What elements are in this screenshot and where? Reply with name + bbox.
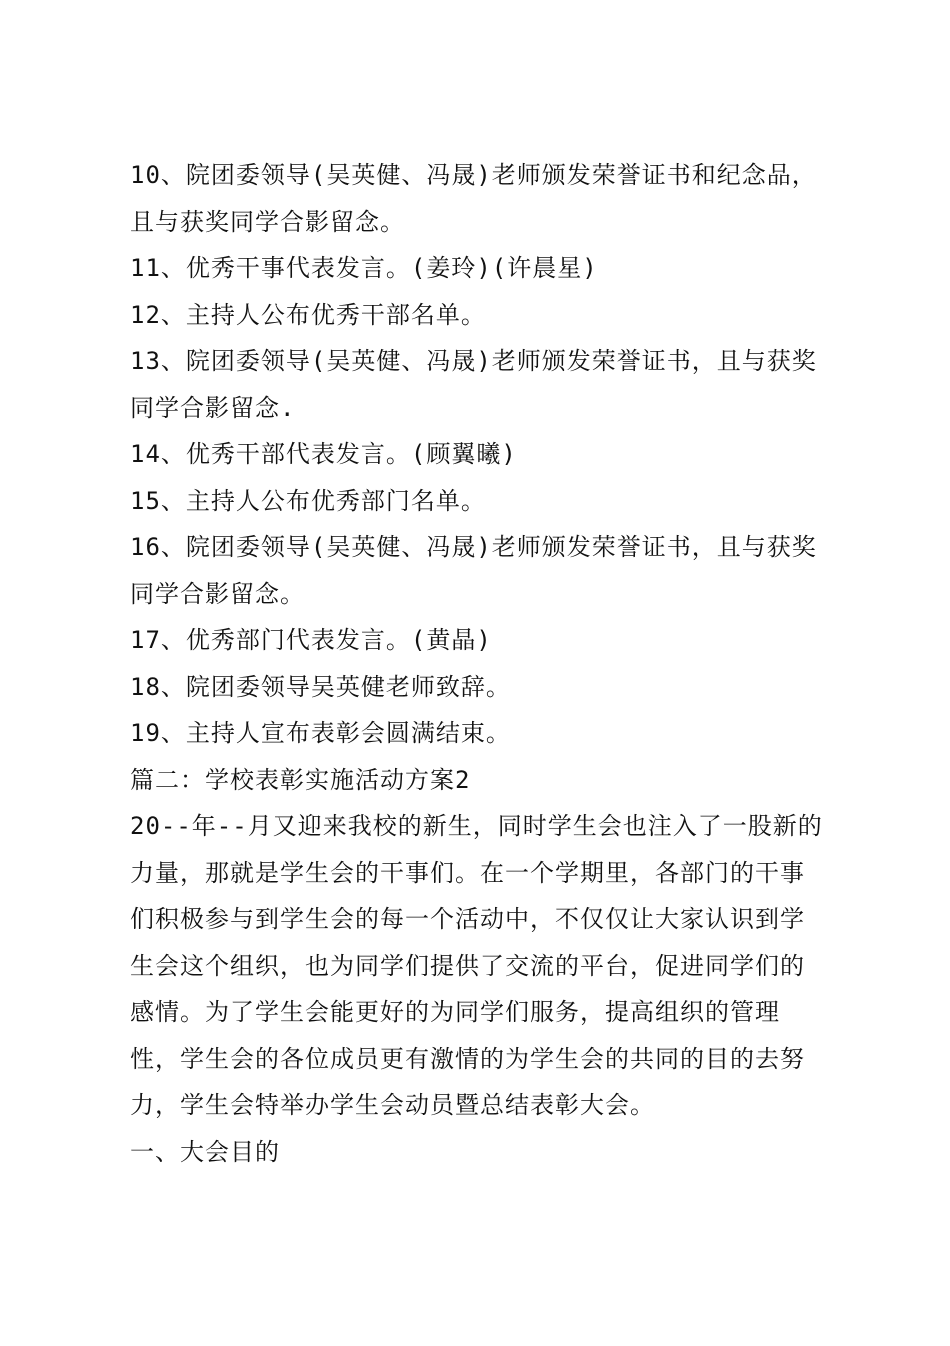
section-heading: 篇二：学校表彰实施活动方案2 bbox=[130, 765, 471, 794]
text-line: 同学合影留念. bbox=[130, 393, 296, 422]
text-line: 力，学生会特举办学生会动员暨总结表彰大会。 bbox=[130, 1091, 655, 1119]
text-line: 16、院团委领导(吴英健、冯晟)老师颁发荣誉证书，且与获奖 bbox=[130, 533, 817, 561]
text-line: 且与获奖同学合影留念。 bbox=[130, 207, 405, 236]
text-line: 13、院团委领导(吴英健、冯晟)老师颁发荣誉证书，且与获奖 bbox=[130, 347, 817, 375]
text-line: 同学合影留念。 bbox=[130, 579, 305, 608]
text-line: 18、院团委领导吴英健老师致辞。 bbox=[130, 672, 511, 701]
text-line: 17、优秀部门代表发言。(黄晶) bbox=[130, 626, 492, 654]
text-line: 力量，那就是学生会的干事们。在一个学期里，各部门的干事 bbox=[130, 858, 805, 887]
text-line: 12、主持人公布优秀干部名单。 bbox=[130, 300, 486, 329]
text-line: 们积极参与到学生会的每一个活动中，不仅仅让大家认识到学 bbox=[130, 905, 805, 933]
text-line: 10、院团委领导(吴英健、冯晟)老师颁发荣誉证书和纪念品， bbox=[130, 161, 817, 189]
text-line: 19、主持人宣布表彰会圆满结束。 bbox=[130, 719, 511, 747]
text-line: 14、优秀干部代表发言。(顾翼曦) bbox=[130, 440, 517, 468]
text-line: 生会这个组织，也为同学们提供了交流的平台，促进同学们的 bbox=[130, 951, 805, 980]
text-line: 11、优秀干事代表发言。(姜玲)(许晨星) bbox=[130, 254, 598, 282]
text-line: 20--年--月又迎来我校的新生，同时学生会也注入了一股新的 bbox=[130, 812, 823, 840]
text-line: 15、主持人公布优秀部门名单。 bbox=[130, 486, 486, 515]
section-heading: 一、大会目的 bbox=[130, 1137, 280, 1166]
document-body bbox=[130, 152, 830, 1175]
text-line: 感情。为了学生会能更好的为同学们服务，提高组织的管理 bbox=[130, 998, 780, 1026]
text-line: 性，学生会的各位成员更有激情的为学生会的共同的目的去努 bbox=[130, 1044, 805, 1073]
